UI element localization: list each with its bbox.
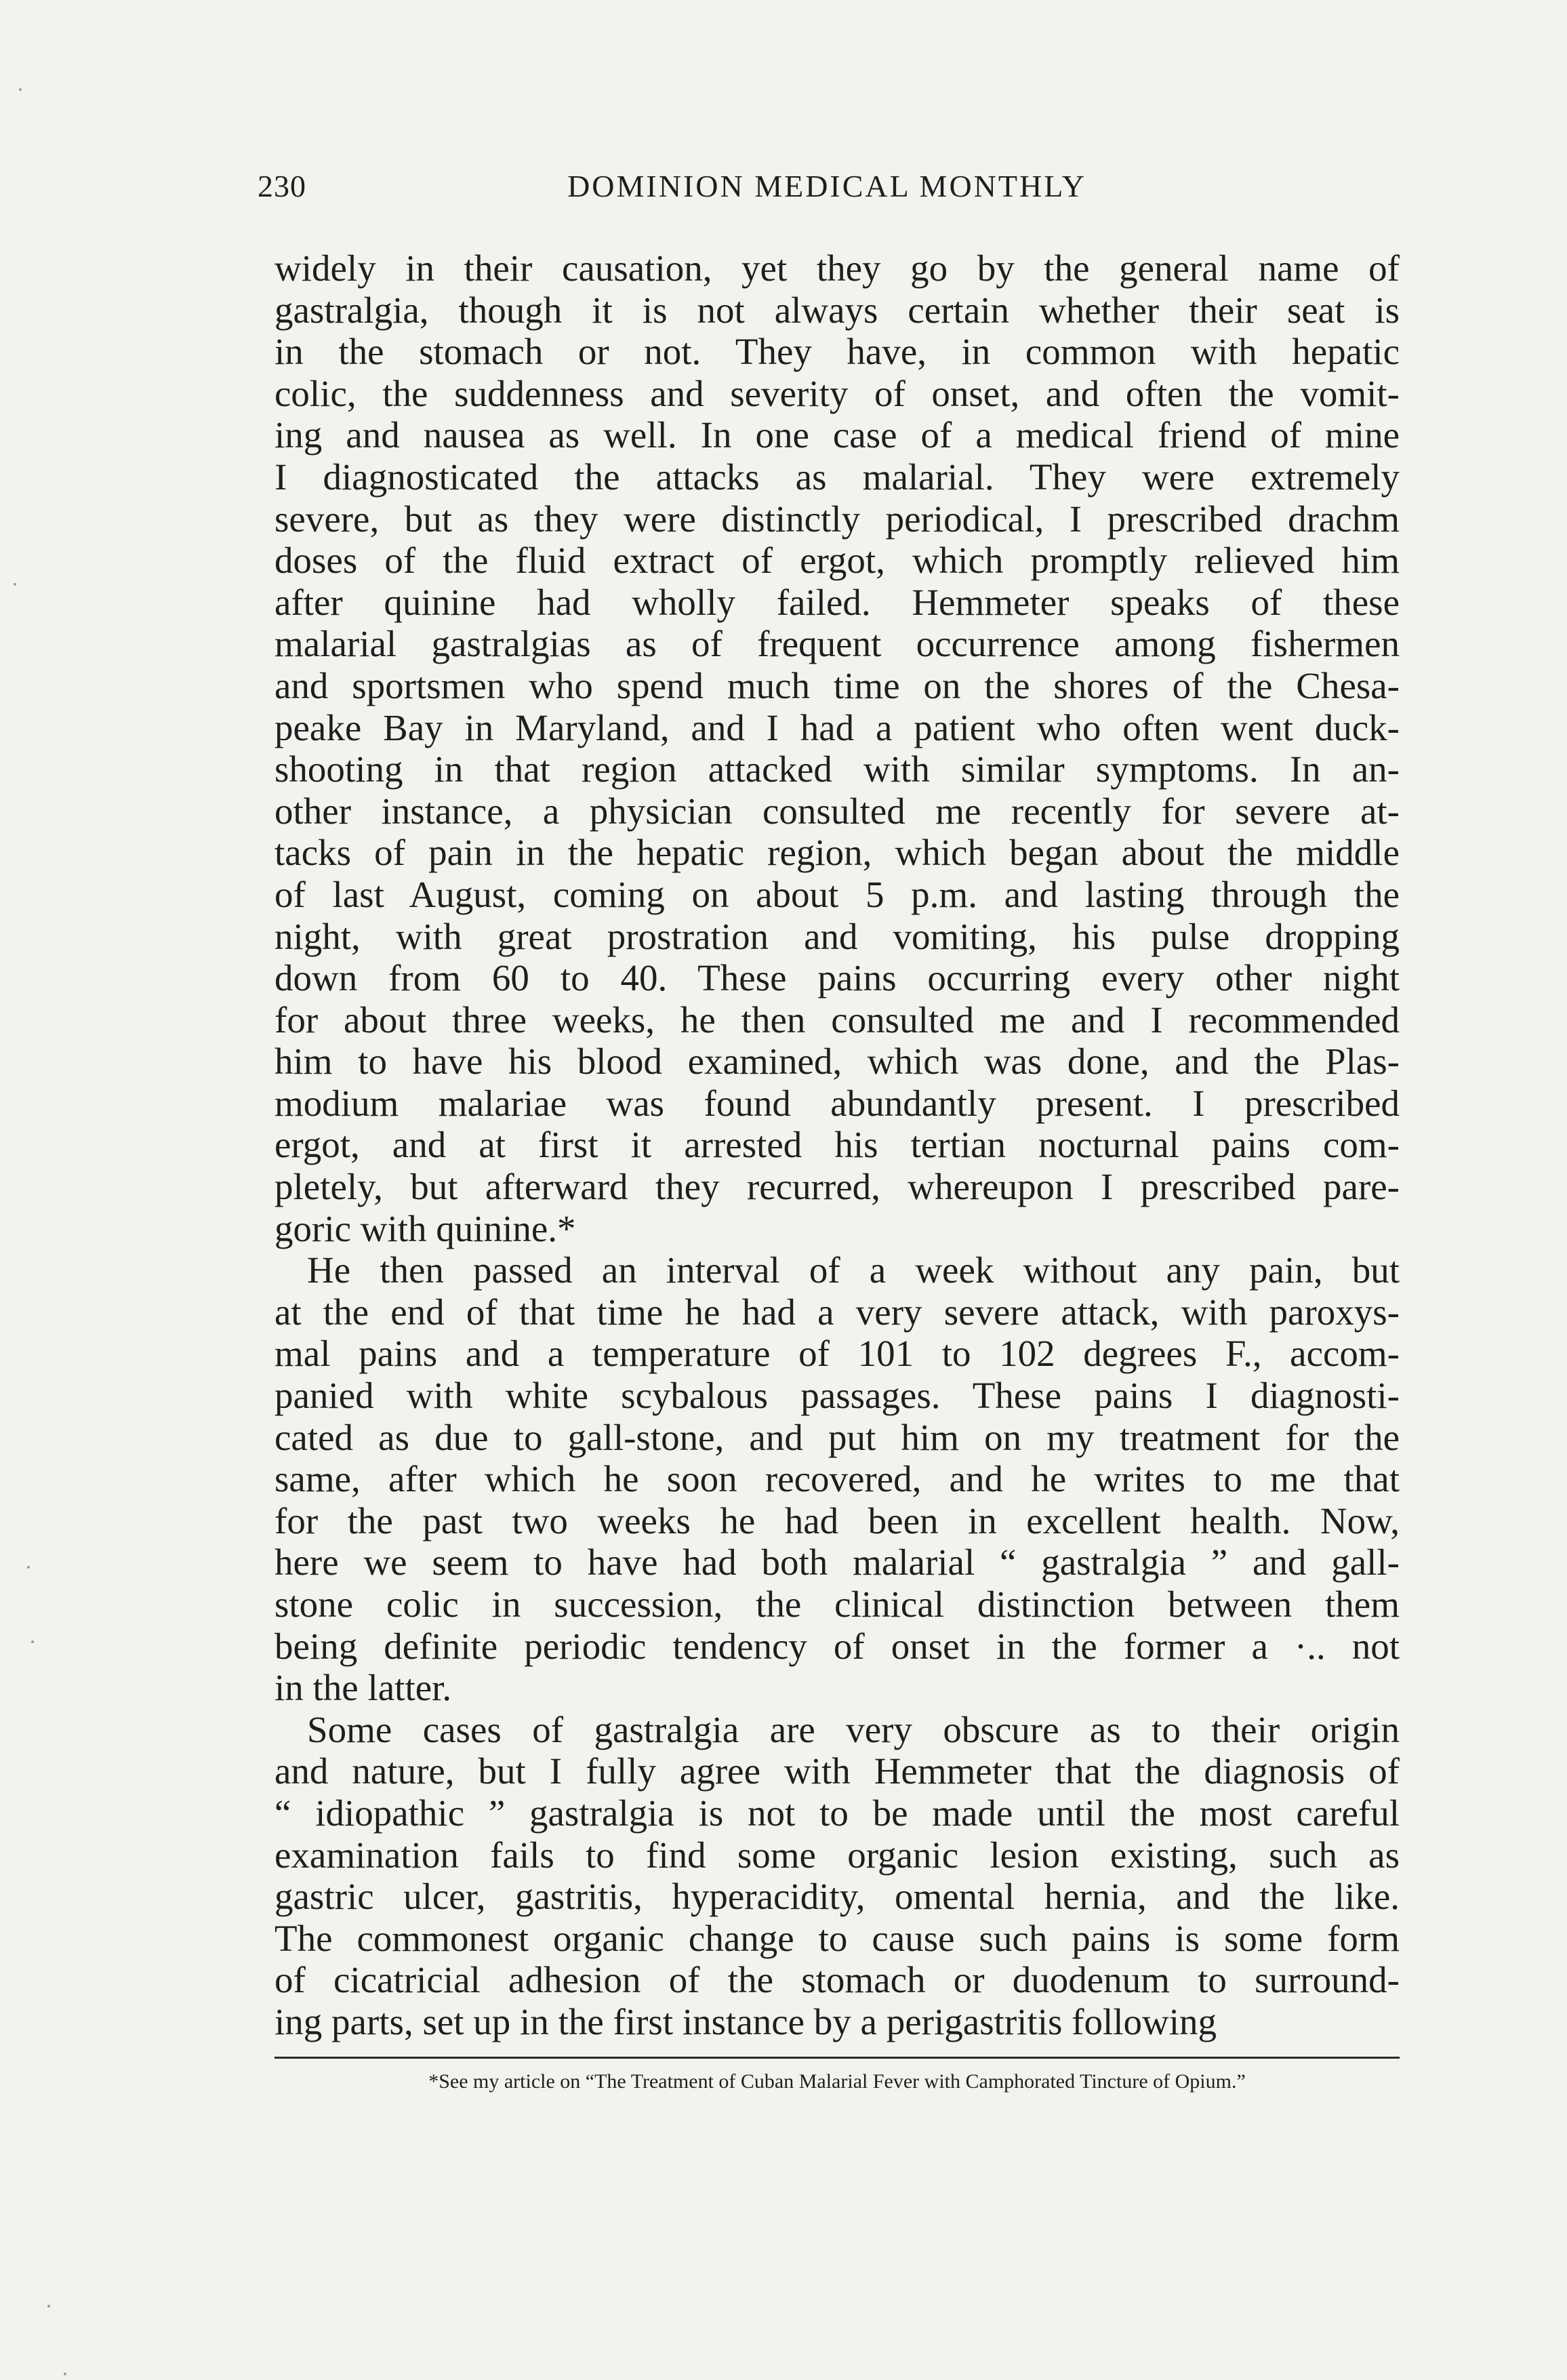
text-line: doses of the fluid extract of ergot, which promptly relieved him [274,540,1400,582]
text-line: mal pains and a temperature of 101 to 102 degrees F., accom- [274,1333,1400,1375]
scan-speck [19,88,22,91]
text-line: Some cases of gastralgia are very obscure as to their origin [307,1708,1400,1750]
scan-speck [64,2373,66,2375]
text-line: at the end of that time he had a very severe attack, with paroxys- [274,1291,1400,1333]
text-line: stone colic in succession, the clinical distinction between them [274,1584,1400,1625]
text-line: widely in their causation, yet they go by the general name of [274,247,1400,289]
text-line: of cicatricial adhesion of the stomach or duodenum to surround- [274,1959,1400,2001]
paragraph-1 [274,247,1400,1249]
text-line: for the past two weeks he had been in excellent health. Now, [274,1499,1400,1541]
text-line: other instance, a physician consulted me recently for severe at- [274,790,1400,832]
text-line: colic, the suddenness and severity of onset, and often the vomit- [274,372,1400,414]
text-line: for about three weeks, he then consulted me and I recommended [274,999,1400,1041]
text-line: The commonest organic change to cause such pains is some form [274,1917,1400,1959]
text-line: gastralgia, though it is not always certain whether their seat is [274,289,1400,331]
text-line: shooting in that region attacked with similar symptoms. In an- [274,748,1400,790]
text-line: after quinine had wholly failed. Hemmeter speaks of these [274,581,1400,623]
text-line: “ idiopathic ” gastralgia is not to be made until the most careful [274,1792,1400,1834]
text-line: ing parts, set up in the first instance by a perigastritis following [274,2000,1217,2042]
text-line: in the stomach or not. They have, in common with hepatic [274,331,1400,373]
text-line: malarial gastralgias as of frequent occurrence among fishermen [274,623,1400,665]
text-line: cated as due to gall-stone, and put him on my treatment for the [274,1416,1400,1458]
text-line: in the latter. [274,1667,452,1709]
text-line: peake Bay in Maryland, and I had a patient who often went duck- [274,706,1400,748]
paragraph-2 [274,1249,1400,1709]
text-line: pletely, but afterward they recurred, whereupon I prescribed pare- [274,1166,1400,1208]
paragraph-3 [274,1709,1400,2043]
scan-speck [31,1640,34,1643]
text-line: of last August, coming on about 5 p.m. and lasting through the [274,873,1400,915]
text-line: examination fails to find some organic lesion existing, such as [274,1834,1400,1876]
text-line: him to have his blood examined, which was done, and the Plas- [274,1041,1400,1083]
text-line: and sportsmen who spend much time on the shores of the Chesa- [274,664,1400,706]
text-line: night, with great prostration and vomiting, his pulse dropping [274,915,1400,957]
text-line: severe, but as they were distinctly periodical, I prescribed drachm [274,498,1400,540]
text-line: ing and nausea as well. In one case of a medical friend of mine [274,414,1400,456]
text-line: tacks of pain in the hepatic region, which began about the middle [274,832,1400,874]
scan-speck [27,1566,30,1569]
footnote-rule [274,2057,1400,2059]
body-text [274,247,1400,2043]
running-head [258,168,1396,209]
text-line: and nature, but I fully agree with Hemmeter that the diagnosis of [274,1750,1400,1792]
footnote: *See my article on “The Treatment of Cuban Malarial Fever with Camphorated Tincture of Opium.” [428,2070,1246,2093]
text-line: modium malariae was found abundantly present. I prescribed [274,1082,1400,1124]
scan-speck [47,2305,50,2307]
text-line: here we seem to have had both malarial “ gastralgia ” and gall- [274,1541,1400,1584]
text-line: same, after which he soon recovered, and he writes to me that [274,1458,1400,1500]
text-line: gastric ulcer, gastritis, hyperacidity, omental hernia, and the like. [274,1876,1400,1918]
scan-speck [14,583,16,586]
text-line: panied with white scybalous passages. These pains I diagnosti- [274,1375,1400,1417]
text-line: goric with quinine.* [274,1207,576,1249]
text-line: down from 60 to 40. These pains occurring every other night [274,957,1400,999]
text-line: I diagnosticated the attacks as malarial. They were extremely [274,456,1400,498]
text-line: ergot, and at first it arrested his tertian nocturnal pains com- [274,1124,1400,1166]
page-number: 230 [258,169,306,203]
journal-title: DOMINION MEDICAL MONTHLY [567,169,1086,203]
text-line: being definite periodic tendency of onset in the former a ·.. not [274,1625,1400,1667]
text-line: He then passed an interval of a week without any pain, but [307,1249,1400,1291]
